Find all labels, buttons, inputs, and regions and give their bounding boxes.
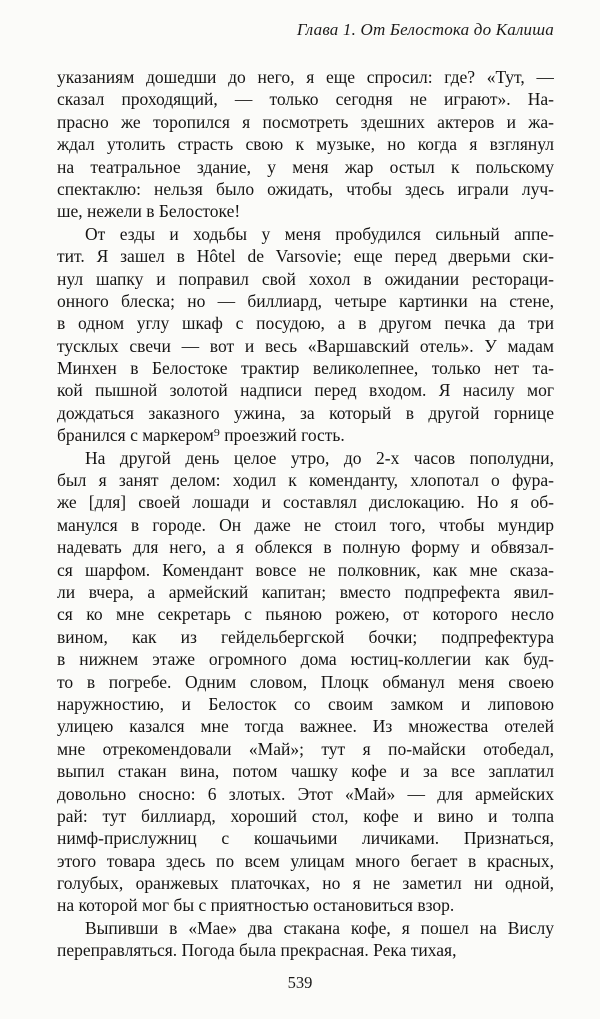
- text-line: ся шарфом. Комендант вовсе не полковник, как мне сказа-: [57, 559, 554, 580]
- text-line: был я занят делом: ходил к коменданту, хлопотал о фура-: [57, 470, 554, 491]
- text-line: рай: тут биллиард, хороший стол, кофе и вино и толпа: [57, 805, 554, 826]
- page-number: 539: [287, 973, 313, 992]
- paragraph: [57, 66, 554, 223]
- text-line: спектаклю: нельзя было ожидать, чтобы здесь играли луч-: [57, 178, 554, 199]
- text-line: улицею казался мне тогда важнее. Из множества отелей: [57, 716, 554, 737]
- text-line: прасно же торопился я посмотреть здешних актеров и жа-: [57, 111, 554, 132]
- page-body: [57, 66, 554, 962]
- text-line: ше, нежели в Белостоке!: [57, 201, 241, 222]
- text-line: сказал проходящий, — только сегодня не играют». На-: [57, 89, 554, 110]
- text-line: нимф-прислужниц с кошачьими личиками. Признаться,: [57, 828, 554, 849]
- text-line: голубых, оранжевых платочках, но я не заметил ни одной,: [57, 873, 554, 894]
- text-line: наружностию, и Белосток со своим замком и липовою: [57, 693, 554, 714]
- text-line: вином, как из гейдельбергской бочки; подпрефектура: [57, 626, 554, 647]
- text-line: на театральное здание, у меня жар остыл к польскому: [57, 156, 554, 177]
- text-line: в нижнем этаже огромного дома юстиц-коллегии как буд-: [57, 649, 554, 670]
- text-line: мне отрекомендовали «Май»; тут я по-майски отобедал,: [57, 738, 554, 759]
- text-line: манулся в городе. Он даже не стоил того, чтобы мундир: [57, 514, 554, 535]
- text-line: этого товара здесь по всем улицам много бегает в красных,: [57, 850, 554, 871]
- text-line: Выпивши в «Мае» два стакана кофе, я пошел на Вислу: [85, 917, 554, 938]
- text-line: От езды и ходьбы у меня пробудился сильный аппе-: [85, 223, 554, 244]
- text-line: кой пышной золотой надписи перед входом. Я насилу мог: [57, 380, 554, 401]
- paragraph: [57, 917, 554, 962]
- running-header: Глава 1. От Белостока до Калиша: [296, 20, 554, 39]
- text-line: же [для] своей лошади и составлял дислокацию. Но я об-: [57, 492, 554, 513]
- text-line: дождаться заказного ужина, за который в другой горнице: [57, 402, 554, 423]
- text-line: переправляться. Погода была прекрасная. Река тихая,: [57, 940, 457, 961]
- paragraph: [57, 447, 554, 917]
- text-line: указаниям дошедши до него, я еще спросил: где? «Тут, —: [57, 67, 554, 87]
- text-line: в одном углу шкаф с посудою, а в другом печка да три: [57, 313, 554, 334]
- text-line: выпил стакан вина, потом чашку кофе и за все заплатил: [57, 761, 554, 782]
- text-line: то в погребе. Одним словом, Плоцк обманул меня своею: [57, 671, 554, 692]
- text-line: На другой день целое утро, до 2-х часов пополудни,: [85, 447, 554, 468]
- text-line: довольно сносно: 6 злотых. Этот «Май» — для армейских: [57, 783, 554, 804]
- text-line: ждал утолить страсть свою к музыке, но когда я взглянул: [57, 134, 554, 155]
- text-line: на которой мог бы с приятностью остановиться взор.: [57, 895, 455, 916]
- paragraph: [57, 223, 554, 447]
- text-line: Минхен в Белостоке трактир великолепнее, только нет та-: [57, 358, 554, 379]
- text-line: бранился с маркером⁹ проезжий гость.: [57, 425, 345, 446]
- text-line: тит. Я зашел в Hôtel de Varsovie; еще перед дверьми ски-: [57, 246, 554, 267]
- text-line: нул шапку и поправил свой хохол в ожидании рестораци-: [57, 268, 554, 289]
- text-line: ли вчера, а армейский капитан; вместо подпрефекта явил-: [57, 581, 554, 602]
- text-line: тусклых свечи — вот и весь «Варшавский отель». У мадам: [57, 335, 554, 356]
- text-line: надевать для него, а я облекся в полную форму и обвязал-: [57, 537, 554, 558]
- text-line: онного блеска; но — биллиард, четыре картинки на стене,: [57, 290, 554, 311]
- text-line: ся ко мне секретарь с пьяною рожею, от которого несло: [57, 604, 554, 625]
